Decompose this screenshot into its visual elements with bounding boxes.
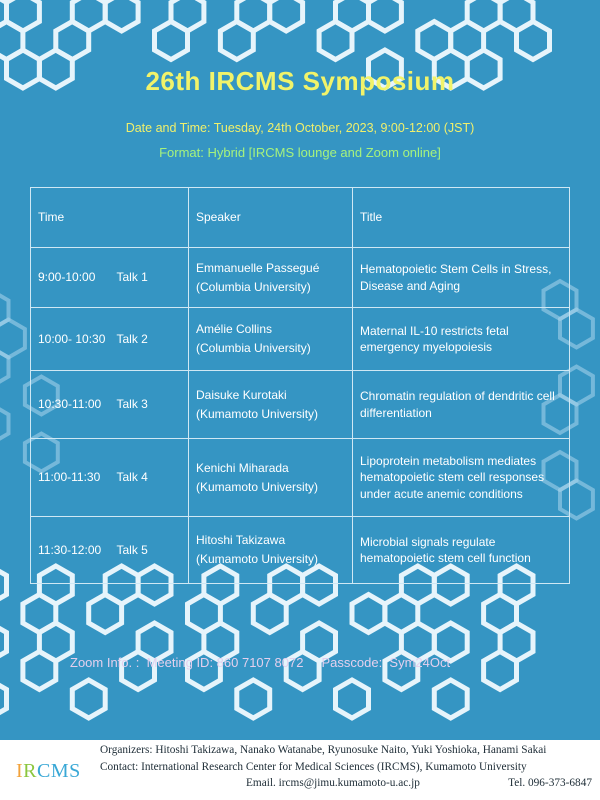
- speaker-name: Kenichi Miharada: [196, 460, 289, 475]
- talk-time: 10:30-11:00: [31, 371, 110, 439]
- hexagon-shape: [319, 22, 352, 60]
- speaker-affiliation: (Columbia University): [196, 341, 311, 355]
- hexagon-shape: [484, 652, 517, 690]
- zoom-info: Zoom Info. : Meeting ID: 860 7107 8072 Passcode: Sym24Oct: [70, 655, 451, 670]
- hexagon-shape: [253, 595, 286, 633]
- hexagon-shape: [517, 22, 550, 60]
- talk-title: Maternal IL-10 restricts fetal emergency myelopoiesis: [353, 308, 570, 371]
- talk-number: Talk 4: [110, 439, 189, 517]
- talk-number: Talk 2: [110, 308, 189, 371]
- header-title: Title: [353, 188, 570, 248]
- talk-time: 9:00-10:00: [31, 248, 110, 308]
- header-time: Time: [31, 188, 189, 248]
- hexagon-shape: [369, 0, 402, 31]
- speaker-name: Amélie Collins: [196, 322, 273, 337]
- header-speaker: Speaker: [189, 188, 353, 248]
- table-row: [31, 371, 570, 439]
- talk-time: 11:30-12:00: [31, 517, 110, 584]
- logo-letter: I: [16, 760, 24, 782]
- hexagon-shape: [352, 595, 385, 633]
- ircms-logo: [16, 760, 81, 783]
- organizers-line: Organizers: Hitoshi Takizawa, Nanako Watanabe, Ryunosuke Naito, Yuki Yoshioka, Hanami Sakai: [100, 744, 547, 756]
- contact-line: Contact: International Research Center for Medical Sciences (IRCMS), Kumamoto University: [100, 760, 527, 773]
- talk-time: 11:00-11:30: [31, 439, 110, 517]
- hexagon-shape: [72, 680, 105, 718]
- footer: [0, 740, 600, 800]
- speaker-cell: [189, 517, 353, 584]
- logo-letters: CMS: [37, 760, 81, 782]
- email-tel-line: [100, 775, 592, 792]
- talk-title: Microbial signals regulate hematopoietic stem cell function: [353, 517, 570, 584]
- speaker-name: Hitoshi Takizawa: [196, 533, 286, 548]
- speaker-name: Emmanuelle Passegué: [196, 260, 320, 275]
- phone-number: Tel. 096-373-6847: [508, 777, 592, 789]
- speaker-cell: [189, 371, 353, 439]
- footer-contact-block: [100, 742, 592, 792]
- hexagon-shape: [0, 566, 7, 604]
- hexagon-shape: [0, 680, 7, 718]
- hexagon-shape: [270, 0, 303, 31]
- talk-title: Chromatin regulation of dendritic cell differentiation: [353, 371, 570, 439]
- speaker-affiliation: (Columbia University): [196, 279, 311, 294]
- table-header-row: [31, 188, 570, 248]
- hexagon-shape: [0, 405, 9, 443]
- event-format: Format: Hybrid [IRCMS lounge and Zoom online]: [159, 145, 441, 160]
- email-link[interactable]: Email. ircms@jimu.kumamoto-u.ac.jp: [246, 777, 420, 789]
- talk-title: Lipoprotein metabolism mediates hematopoietic stem cell responses under acute anemic conditions: [353, 439, 570, 517]
- table-row: [31, 517, 570, 584]
- hexagon-shape: [237, 680, 270, 718]
- hexagon-shape: [155, 22, 188, 60]
- hexagon-shape: [0, 623, 7, 661]
- speaker-cell: [189, 248, 353, 308]
- table-row: [31, 248, 570, 308]
- hexagon-shape: [0, 348, 9, 386]
- hexagon-shape: [0, 320, 25, 358]
- table-row: [31, 439, 570, 517]
- hexagon-shape: [105, 0, 138, 31]
- table-row: [31, 308, 570, 371]
- hexagon-shape: [220, 22, 253, 60]
- schedule-table: [30, 187, 570, 584]
- date-and-time: Date and Time: Tuesday, 24th October, 2023, 9:00-12:00 (JST): [125, 121, 475, 135]
- hexagon-shape: [336, 680, 369, 718]
- speaker-affiliation: (Kumamoto University): [196, 552, 319, 566]
- talk-time: 10:00- 10:30: [31, 308, 110, 371]
- speaker-cell: [189, 439, 353, 517]
- talk-number: Talk 3: [110, 371, 189, 439]
- logo-letter: R: [23, 760, 38, 782]
- speaker-name: Daisuke Kurotaki: [196, 387, 287, 402]
- speaker-cell: [189, 308, 353, 371]
- speaker-affiliation: (Kumamoto University): [196, 479, 319, 494]
- talk-number: Talk 5: [110, 517, 189, 584]
- talk-number: Talk 1: [110, 248, 189, 308]
- talk-title: Hematopoietic Stem Cells in Stress, Disease and Aging: [353, 248, 570, 308]
- hexagon-shape: [23, 652, 56, 690]
- hexagon-shape: [434, 680, 467, 718]
- poster-title: 26th IRCMS Symposium: [145, 66, 455, 96]
- hexagon-shape: [89, 595, 122, 633]
- speaker-affiliation: (Kumamoto University): [196, 406, 319, 421]
